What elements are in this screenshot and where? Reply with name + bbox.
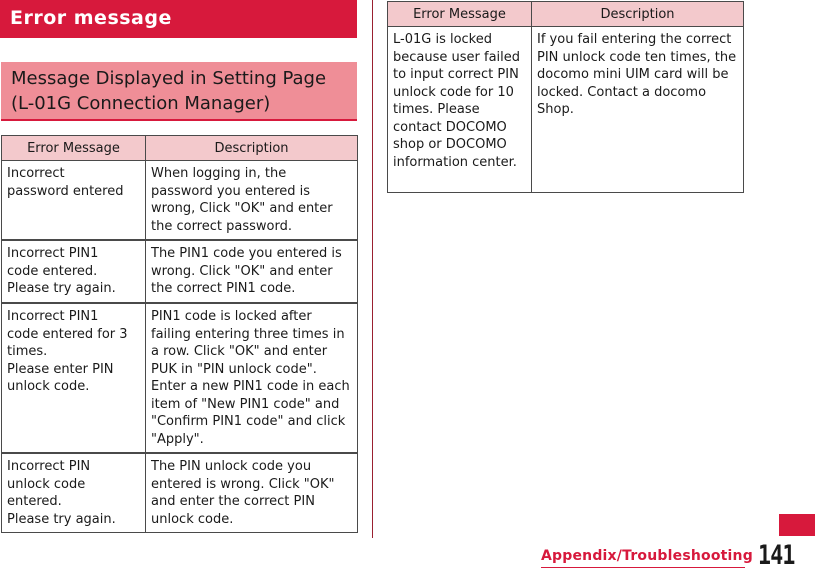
table-row bbox=[2, 161, 358, 241]
description-cell: If you fail entering the correct PIN unlock code ten times, the docomo mini UIM card will be locked. Contact a docomo Shop. bbox=[532, 27, 744, 193]
table-header-row bbox=[2, 136, 358, 161]
description-cell: When logging in, the password you entered is wrong, Click "OK" and enter the correct password. bbox=[146, 161, 358, 241]
header-description: Description bbox=[532, 2, 744, 27]
column-divider bbox=[372, 0, 373, 538]
section-heading-box bbox=[1, 62, 357, 121]
table-row bbox=[2, 240, 358, 303]
table-row bbox=[2, 303, 358, 453]
description-cell: The PIN unlock code you entered is wrong. Click "OK" and enter the correct PIN unlock code. bbox=[146, 453, 358, 533]
section-heading: Message Displayed in Setting Page (L-01G Connection Manager) bbox=[11, 68, 327, 114]
table-row bbox=[388, 27, 744, 193]
error-message-cell: L-01G is locked because user failed to input correct PIN unlock code for 10 times. Please contact DOCOMO shop or DOCOMO information center. bbox=[388, 27, 532, 193]
page-title: Error message bbox=[10, 7, 172, 29]
table-row bbox=[2, 453, 358, 533]
error-table-right bbox=[387, 1, 744, 193]
description-cell: The PIN1 code you entered is wrong. Click "OK" and enter the correct PIN1 code. bbox=[146, 240, 358, 303]
title-bar bbox=[0, 0, 357, 38]
error-message-cell: Incorrect PIN1 code entered for 3 times. Please enter PIN unlock code. bbox=[2, 303, 146, 453]
table-header-row bbox=[388, 2, 744, 27]
error-message-cell: Incorrect PIN unlock code entered. Please try again. bbox=[2, 453, 146, 533]
header-error-message: Error Message bbox=[388, 2, 532, 27]
header-description: Description bbox=[146, 136, 358, 161]
footer-underline bbox=[541, 567, 745, 568]
error-table-left bbox=[1, 135, 358, 533]
footer-tab-marker bbox=[779, 514, 815, 536]
page-number: 141 bbox=[758, 540, 795, 571]
header-error-message: Error Message bbox=[2, 136, 146, 161]
error-message-cell: Incorrect password entered bbox=[2, 161, 146, 241]
description-cell: PIN1 code is locked after failing entering three times in a row. Click "OK" and enter PUK in "PIN unlock code". Enter a new PIN1 code in each item of "New PIN1 code" and "Confirm PIN1 code" and click "Apply". bbox=[146, 303, 358, 453]
error-message-cell: Incorrect PIN1 code entered. Please try again. bbox=[2, 240, 146, 303]
footer-section-label: Appendix/Troubleshooting bbox=[541, 548, 753, 564]
